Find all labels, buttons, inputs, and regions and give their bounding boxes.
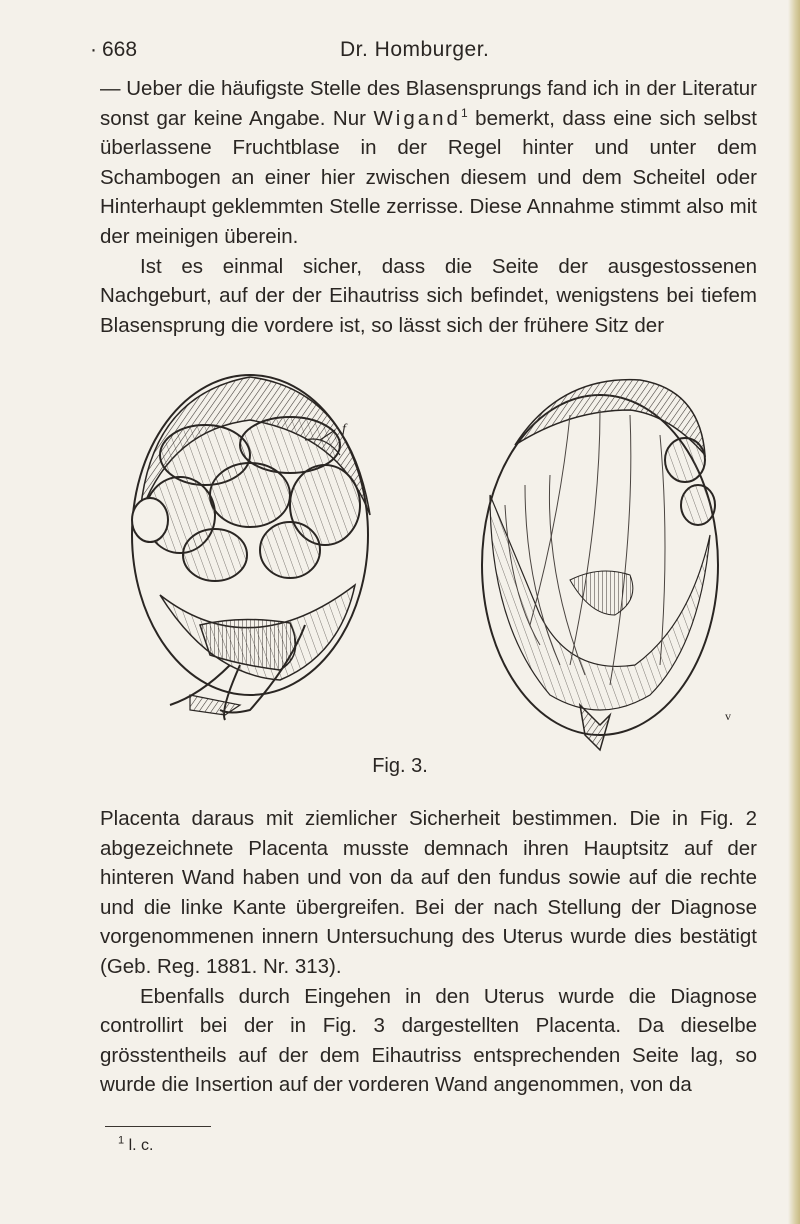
left-placenta-drawing xyxy=(132,375,370,720)
page-edge xyxy=(788,0,800,1224)
body-text-bottom xyxy=(100,804,757,1100)
margin-tick: · xyxy=(90,38,97,61)
paragraph-1-part-a: — Ueber die häufigste Stelle des Blasensprungs fand ich in der Literatur sonst gar keine Angabe. Nur xyxy=(100,77,757,130)
right-placenta-drawing xyxy=(482,380,731,750)
footnote-rule xyxy=(105,1126,211,1127)
paragraph-1-part-b: bemerkt, dass eine sich selbst überlassene Fruchtblase in der Regel hinter und unter dem Schambogen an einer hier zwischen diesem und dem Scheitel oder Hinterhaupt geklemmten Stelle zerrisse. Diese Annahme stimmt also mit der meinigen überein. xyxy=(100,106,758,248)
page-number: 668 xyxy=(102,38,138,61)
footnote-reference: 1 xyxy=(460,105,468,120)
body-text-top xyxy=(100,74,757,340)
paragraph-2: Ist es einmal sicher, dass die Seite der ausgestossenen Nachgeburt, auf der der Eihautriss sich befindet, wenigstens bei tiefem Blasensprung die vordere ist, so lässt sich der frühere Sitz der xyxy=(100,254,757,337)
paragraph-3: Placenta daraus mit ziemlicher Sicherheit bestimmen. Die in Fig. 2 abgezeichnete Placenta musste demnach ihren Hauptsitz auf der hinteren Wand haben und von da auf den fundus sowie auf die rechte und die linke Kante übergreifen. Bei der nach Stellung der Diagnose vorgenommenen innern Untersuchung des Uterus wurde dies bestätigt (Geb. Reg. 1881. Nr. 313). xyxy=(100,807,757,978)
footnote-text: l. c. xyxy=(128,1137,154,1154)
page-header xyxy=(90,38,750,64)
paragraph-4: Ebenfalls durch Eingehen in den Uterus wurde die Diagnose controllirt bei der in Fig. 3 dargestellten Placenta. Da dieselbe grösstentheils auf der dem Eihautriss entsprechenden Seite lag, so wurde die Insertion auf der vorderen Wand angenommen, von da xyxy=(100,984,757,1097)
figure-caption: Fig. 3. xyxy=(372,755,428,777)
left-figure-label: f xyxy=(342,422,346,437)
footnote-marker: 1 xyxy=(118,1134,125,1147)
footnote xyxy=(118,1134,154,1155)
paragraph-1 xyxy=(100,74,757,252)
figure-3 xyxy=(130,365,730,760)
placenta-illustration xyxy=(130,365,730,760)
running-title: Dr. Homburger. xyxy=(340,38,490,61)
cited-author: Wigand xyxy=(373,106,461,130)
right-figure-label: v xyxy=(725,709,731,723)
